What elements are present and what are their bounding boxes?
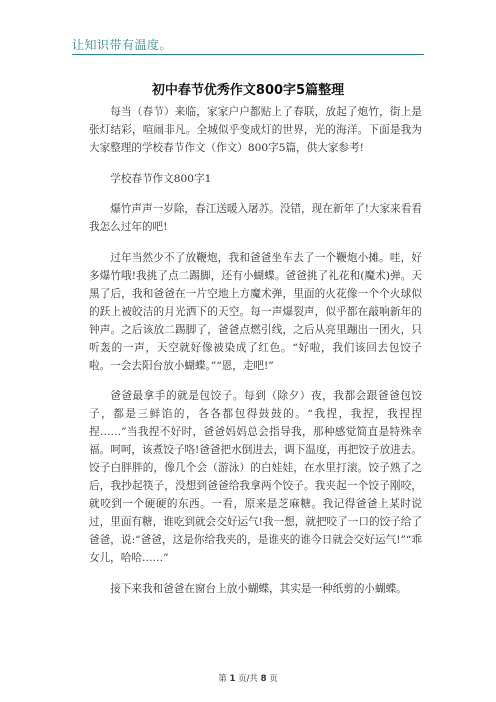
body-paragraph: 接下来我和爸爸在窗台上放小蝴蝶，其实是一种纸剪的小蝴蝶。 bbox=[110, 582, 407, 595]
essay-heading: 学校春节作文800字1 bbox=[110, 172, 212, 185]
header-divider bbox=[72, 54, 424, 55]
footer-page-number: 1 bbox=[229, 674, 236, 684]
footer-prefix: 第 bbox=[218, 674, 227, 684]
page-title: 初中春节优秀作文800字5篇整理 bbox=[151, 83, 345, 98]
header-slogan: 让知识带有温度。 bbox=[72, 38, 173, 52]
body-paragraph: 爸爸最拿手的就是包饺子。每到（除夕）夜，我都会跟爸爸包饺子，都是三鲜馅的，各各都包得鼓鼓的。“我捏，我捏，我捏捏捏……”当我捏不好时，爸爸妈妈总会指导我，那种感觉简直是特殊幸福。呵呵，该煮饺子咯!爸爸把水倒进去，调下温度，再把饺子放进去。饺子白胖胖的，像几个会（游泳）的白娃娃，在水里打滚。饺子熟了之后，我抄起筷子，没想到爸爸给我拿两个饺子。我夹起一个饺子刚咬，就咬到一个硬硬的东西。一看，原来是芝麻糖。我记得爸爸上某时说过，里面有糖，谁吃到就会交好运气!我一想，就把咬了一口的饺子给了爸爸，说:“爸爸，这是你给我夹的，是谁夹的谁今日就会交好运气!”“乖女儿，哈哈……” bbox=[89, 390, 422, 564]
page-footer bbox=[0, 672, 496, 684]
body-paragraph: 爆竹声声一岁除，春江送暖入屠苏。没错，现在新年了!大家来看看我怎么过年的吧! bbox=[89, 203, 422, 233]
intro-paragraph: 每当（春节）来临，家家户户都贴上了春联，放起了炮竹，街上是张灯结彩，喧闹非凡。全城似乎变成灯的世界，光的海洋。下面是我为大家整理的学校春节作文（作文）800字5篇，供大家参考! bbox=[89, 106, 422, 154]
body-paragraph: 过年当然少不了放鞭炮，我和爸爸坐车去了一个鞭炮小摊。哇，好多爆竹哦!我挑了点二踢脚，还有小蝴蝶。爸爸挑了礼花和(魔术)弹。天黑了后，我和爸爸在一片空地上方魔术弹，里面的火花像一个个火球似的跃上被皎洁的月光洒下的天空。每一声爆裂声，似乎都在敲响新年的钟声。之后该放二踢脚了，爸爸点燃引线，之后从亮里蹦出一团火，只听轰的一声，天空就好像被染成了红色。“好啦，我们该回去包饺子啦。一会去阳台放小蝴蝶。”“恩，走吧!” bbox=[89, 251, 422, 372]
article-body bbox=[89, 103, 422, 610]
footer-suffix: 页 bbox=[269, 674, 278, 684]
footer-mid: 页/共 bbox=[238, 674, 258, 684]
footer-total-pages: 8 bbox=[260, 674, 267, 684]
